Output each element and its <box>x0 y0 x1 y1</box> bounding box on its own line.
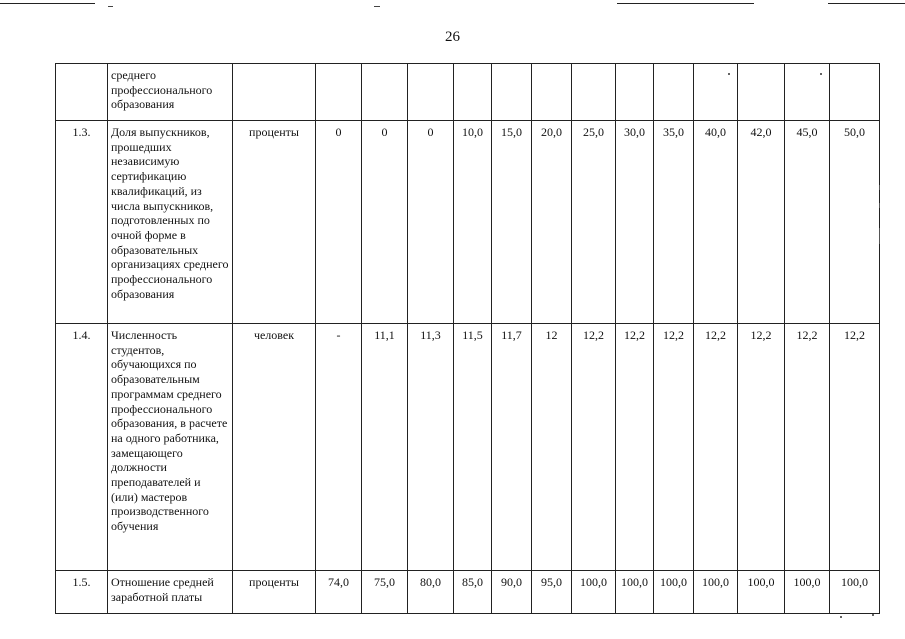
table-row <box>56 571 880 614</box>
value-cell: 35,0 <box>654 121 694 324</box>
value-cell: 74,0 <box>316 571 362 614</box>
value-cell: 0 <box>362 121 408 324</box>
value-cell: 20,0 <box>532 121 572 324</box>
value-cell: - <box>316 324 362 571</box>
scan-speck <box>728 73 730 75</box>
value-cell: 12,2 <box>785 324 830 571</box>
value-cell: 10,0 <box>454 121 492 324</box>
value-cell <box>408 64 454 121</box>
value-cell: 100,0 <box>738 571 785 614</box>
value-cell: 42,0 <box>738 121 785 324</box>
scan-speck <box>840 616 842 618</box>
scan-speck <box>872 614 874 616</box>
value-cell: 80,0 <box>408 571 454 614</box>
unit-cell: человек <box>233 324 316 571</box>
value-cell: 25,0 <box>572 121 616 324</box>
value-cell: 0 <box>408 121 454 324</box>
row-number <box>56 64 108 121</box>
value-cell: 45,0 <box>785 121 830 324</box>
value-cell <box>532 64 572 121</box>
value-cell <box>616 64 654 121</box>
value-cell: 100,0 <box>572 571 616 614</box>
value-cell: 11,7 <box>492 324 532 571</box>
value-cell: 90,0 <box>492 571 532 614</box>
scan-line <box>617 3 754 4</box>
value-cell <box>830 64 880 121</box>
value-cell <box>694 64 738 121</box>
value-cell <box>785 64 830 121</box>
value-cell <box>654 64 694 121</box>
value-cell: 100,0 <box>830 571 880 614</box>
value-cell: 100,0 <box>616 571 654 614</box>
value-cell: 12,2 <box>654 324 694 571</box>
value-cell: 12 <box>532 324 572 571</box>
value-cell: 30,0 <box>616 121 654 324</box>
value-cell: 100,0 <box>654 571 694 614</box>
value-cell: 95,0 <box>532 571 572 614</box>
value-cell <box>738 64 785 121</box>
value-cell: 11,1 <box>362 324 408 571</box>
value-cell: 85,0 <box>454 571 492 614</box>
indicator-name: среднего профессионального образования <box>108 64 233 121</box>
unit-cell <box>233 64 316 121</box>
scan-mark <box>108 6 113 7</box>
value-cell: 12,2 <box>738 324 785 571</box>
scan-line <box>828 3 905 4</box>
value-cell: 12,2 <box>572 324 616 571</box>
unit-cell: проценты <box>233 571 316 614</box>
value-cell: 11,3 <box>408 324 454 571</box>
row-number: 1.4. <box>56 324 108 571</box>
value-cell: 12,2 <box>616 324 654 571</box>
indicator-name: Отношение средней заработной платы <box>108 571 233 614</box>
value-cell: 12,2 <box>830 324 880 571</box>
table-row <box>56 324 880 571</box>
scan-mark <box>374 6 380 7</box>
scan-line <box>0 3 95 4</box>
value-cell <box>572 64 616 121</box>
row-number: 1.5. <box>56 571 108 614</box>
value-cell: 100,0 <box>785 571 830 614</box>
scan-mark <box>879 185 880 190</box>
value-cell <box>362 64 408 121</box>
indicators-table <box>55 63 880 614</box>
indicator-name: Численность студентов, обучающихся по образовательным программам среднего профессионального образования, в расчете на одного работника, замещающего должности преподавателей и (или) мастеров производственного обучения <box>108 324 233 571</box>
indicator-name: Доля выпускников, прошедших независимую сертификацию квалификаций, из числа выпускников, подготовленных по очной форме в образовательных организациях среднего профессионального образования <box>108 121 233 324</box>
value-cell: 15,0 <box>492 121 532 324</box>
scan-mark <box>879 203 880 208</box>
value-cell <box>454 64 492 121</box>
value-cell <box>492 64 532 121</box>
table-row <box>56 64 880 121</box>
scan-speck <box>820 73 822 75</box>
value-cell: 12,2 <box>694 324 738 571</box>
value-cell: 0 <box>316 121 362 324</box>
value-cell: 40,0 <box>694 121 738 324</box>
value-cell: 11,5 <box>454 324 492 571</box>
value-cell: 50,0 <box>830 121 880 324</box>
row-number: 1.3. <box>56 121 108 324</box>
value-cell <box>316 64 362 121</box>
value-cell: 100,0 <box>694 571 738 614</box>
value-cell: 75,0 <box>362 571 408 614</box>
table-row <box>56 121 880 324</box>
unit-cell: проценты <box>233 121 316 324</box>
scan-mark <box>879 228 880 244</box>
page-number: 26 <box>445 29 460 45</box>
